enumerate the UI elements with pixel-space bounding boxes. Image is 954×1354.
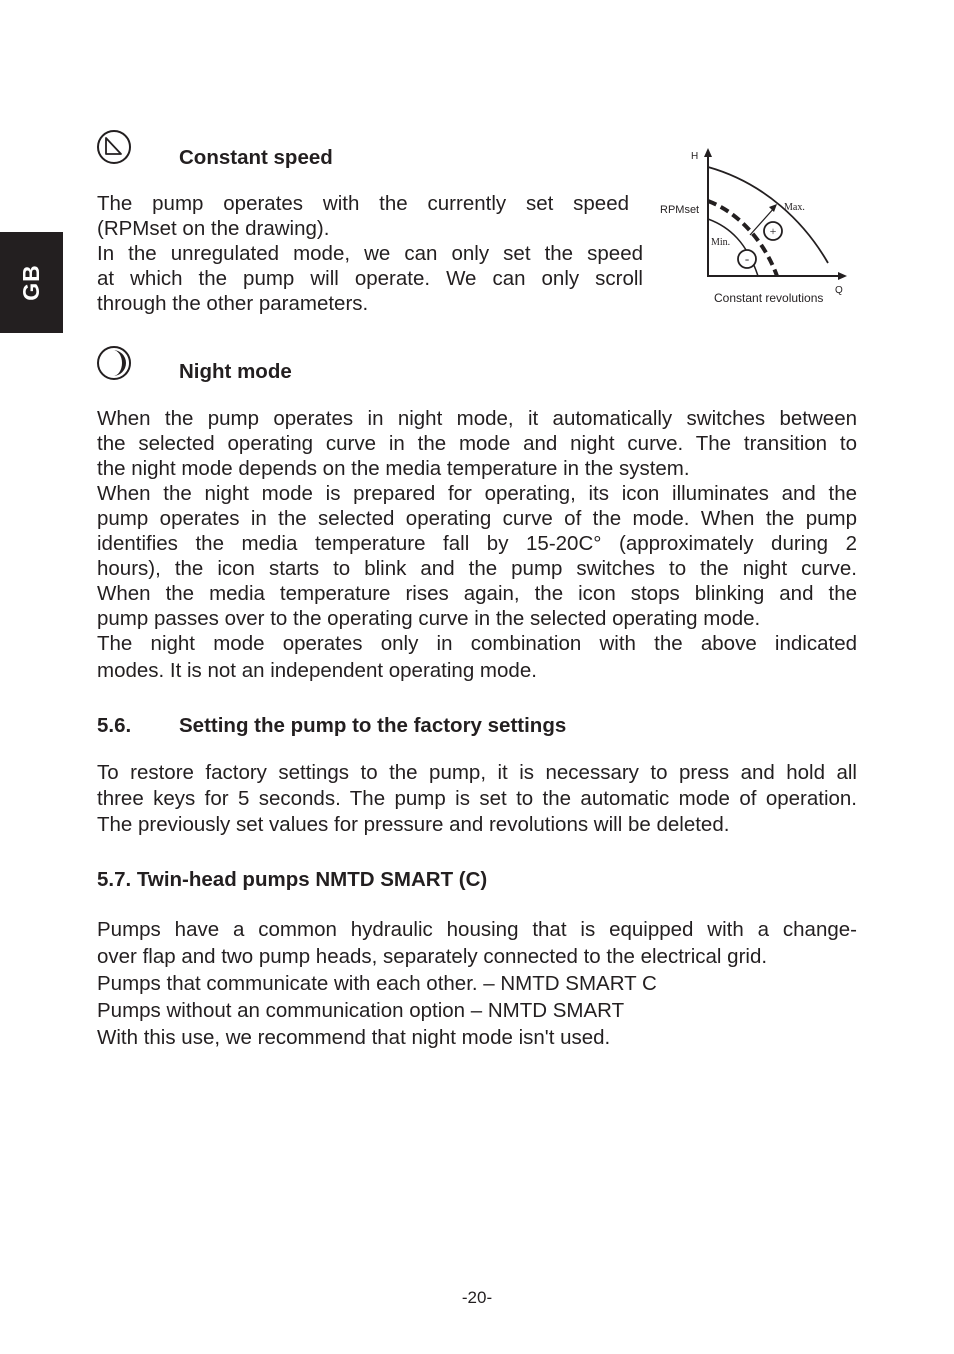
night-mode-icon — [96, 344, 134, 382]
constant-speed-text — [97, 191, 629, 241]
text-line: modes. It is not an independent operating mode. — [97, 659, 537, 682]
text-line: pump passes over to the operating curve in the selected operating mode. — [97, 607, 761, 630]
max-label: Max. — [784, 202, 805, 213]
text-line: When the night mode is prepared for operating, its icon illuminates and the — [97, 482, 857, 505]
language-tab-gb — [0, 232, 63, 333]
text-line: hours), the icon starts to blink and the pump switches to the night curve. — [97, 557, 857, 580]
text-line: The night mode operates only in combination with the above indicated — [97, 632, 857, 655]
text-line: the selected operating curve in the mode and night curve. The transition to — [97, 432, 857, 455]
text-line: To restore factory settings to the pump, it is necessary to press and hold all — [97, 761, 857, 784]
text-line: at which the pump will operate. We can only scroll — [97, 267, 643, 290]
min-label: Min. — [711, 237, 731, 248]
text-line: identifies the media temperature fall by 15-20C° (approximately during 2 — [97, 532, 857, 555]
text-line: Pumps that communicate with each other. – NMTD SMART C — [97, 972, 657, 995]
night-mode-heading: Night mode — [179, 360, 292, 383]
text-line: through the other parameters. — [97, 292, 369, 315]
constant-speed-icon — [96, 129, 134, 165]
text-line: When the pump operates in night mode, it automatically switches between — [97, 407, 857, 430]
rpmset-label: RPMset — [660, 204, 700, 216]
language-tab-label: GB — [18, 264, 44, 301]
factory-settings-number: 5.6. — [97, 714, 132, 737]
page-number: -20- — [461, 1288, 493, 1307]
plus-symbol: + — [769, 224, 777, 238]
twin-head-heading: 5.7. Twin-head pumps NMTD SMART (C) — [97, 868, 488, 891]
factory-settings-heading: Setting the pump to the factory settings — [179, 714, 567, 737]
text-line: Pumps without an communication option – NMTD SMART — [97, 999, 625, 1022]
constant-speed-heading: Constant speed — [179, 146, 333, 169]
minus-symbol: - — [744, 251, 750, 266]
y-axis-arrow — [704, 148, 712, 157]
constant-speed-text-2 — [97, 241, 643, 316]
increase-arrow-head — [769, 204, 777, 212]
twin-head-text — [97, 916, 857, 1051]
text-line: pump operates in the selected operating curve of the mode. When the pump — [97, 507, 857, 530]
text-line: With this use, we recommend that night mode isn't used. — [97, 1026, 611, 1049]
text-line: three keys for 5 seconds. The pump is set to the automatic mode of operation. — [97, 787, 857, 810]
axis-x-label: Q — [835, 285, 843, 296]
text-line: When the media temperature rises again, the icon stops blinking and the — [97, 582, 857, 605]
night-mode-text — [97, 406, 857, 683]
diagram-caption: Constant revolutions — [714, 291, 824, 305]
text-line: the night mode depends on the media temperature in the system. — [97, 457, 690, 480]
text-line: In the unregulated mode, we can only set the speed — [97, 242, 643, 265]
axis-y-label: H — [691, 151, 699, 162]
x-axis-arrow — [838, 272, 847, 280]
text-line: Pumps have a common hydraulic housing that is equipped with a change- — [97, 918, 857, 941]
text-line: The pump operates with the currently set speed — [97, 192, 629, 215]
text-line: (RPMset on the drawing). — [97, 217, 330, 240]
text-line: The previously set values for pressure and revolutions will be deleted. — [97, 813, 730, 836]
constant-revolutions-diagram — [655, 143, 855, 311]
factory-settings-text — [97, 760, 857, 838]
text-line: over flap and two pump heads, separately connected to the electrical grid. — [97, 945, 768, 968]
